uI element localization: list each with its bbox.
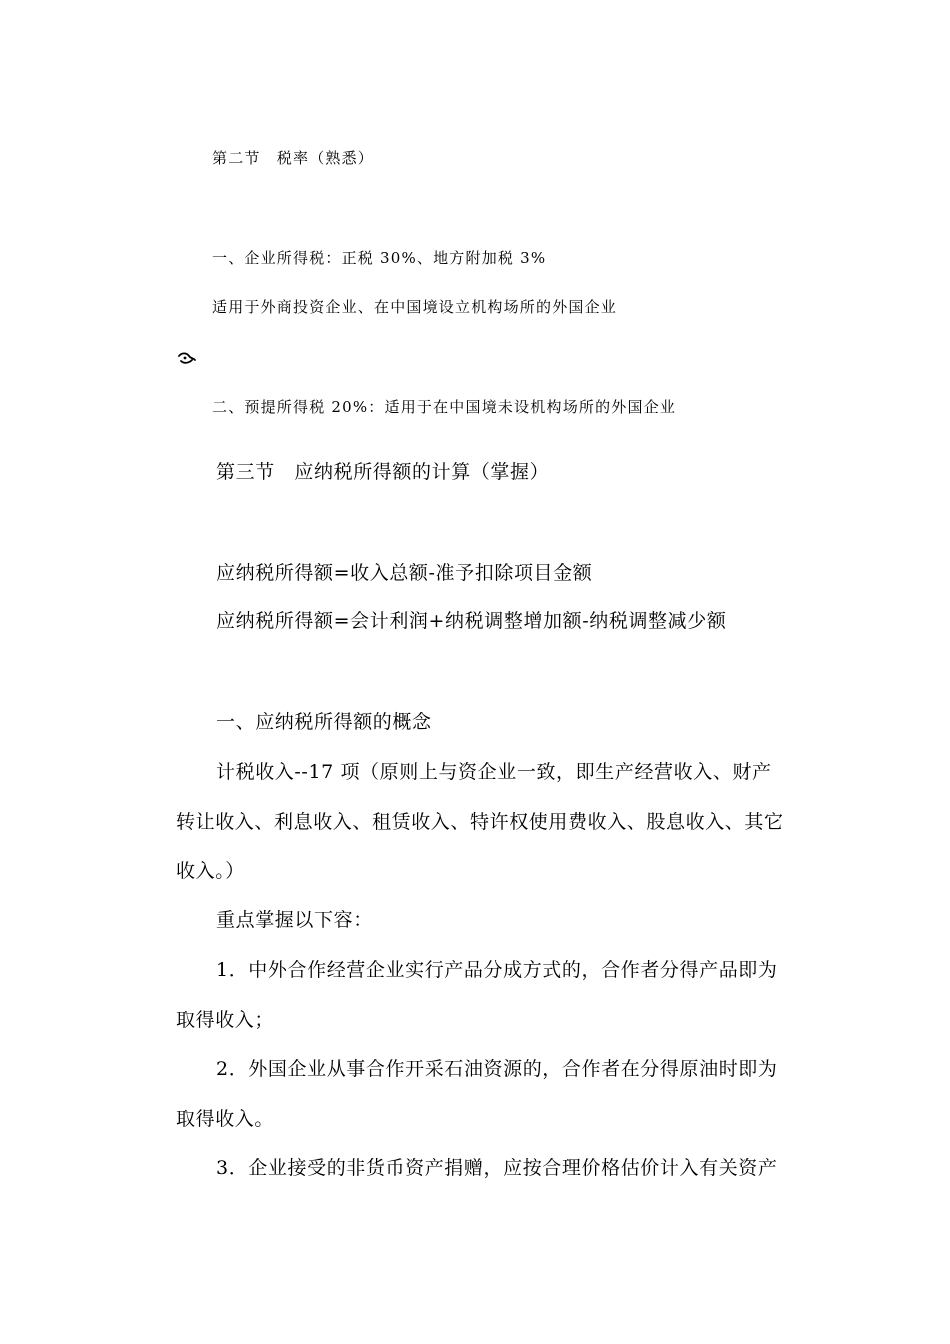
point-3-line-1: 3．企业接受的非货币资产捐赠，应按合理价格估价计入有关资产 [216, 1157, 778, 1179]
formula-1: 应纳税所得额=收入总额-准予扣除项目金额 [216, 562, 593, 584]
point-2-line-2: 取得收入。 [176, 1108, 275, 1130]
point-1-line-1: 1．中外合作经营企业实行产品分成方式的，合作者分得产品即为 [216, 959, 778, 981]
income-paragraph-line-1: 计税收入--17 项（原则上与资企业一致，即生产经营收入、财产 [216, 761, 772, 783]
formula-2: 应纳税所得额=会计利润+纳税调整增加额-纳税调整减少额 [216, 610, 727, 632]
section-3-title: 第三节 应纳税所得额的计算（掌握） [216, 461, 550, 483]
section-2-title: 第二节 税率（熟悉） [212, 149, 375, 167]
income-paragraph-line-2: 转让收入、利息收入、租赁收入、特许权使用费收入、股息收入、其它 [176, 811, 784, 833]
section-2-item-1: 一、企业所得税：正税 30%、地方附加税 3% [212, 249, 547, 267]
income-paragraph-line-3: 收入。） [176, 860, 245, 882]
point-2-line-1: 2．外国企业从事合作开采石油资源的，合作者在分得原油时即为 [216, 1058, 778, 1080]
section-2-item-2: 二、预提所得税 20%：适用于在中国境未设机构场所的外国企业 [212, 398, 677, 416]
concept-heading: 一、应纳税所得额的概念 [216, 711, 432, 733]
point-1-line-2: 取得收入； [176, 1009, 275, 1031]
key-points-heading: 重点掌握以下容： [216, 909, 373, 931]
margin-mark-icon [178, 352, 196, 364]
section-2-item-1-description: 适用于外商投资企业、在中国境设立机构场所的外国企业 [212, 298, 618, 316]
